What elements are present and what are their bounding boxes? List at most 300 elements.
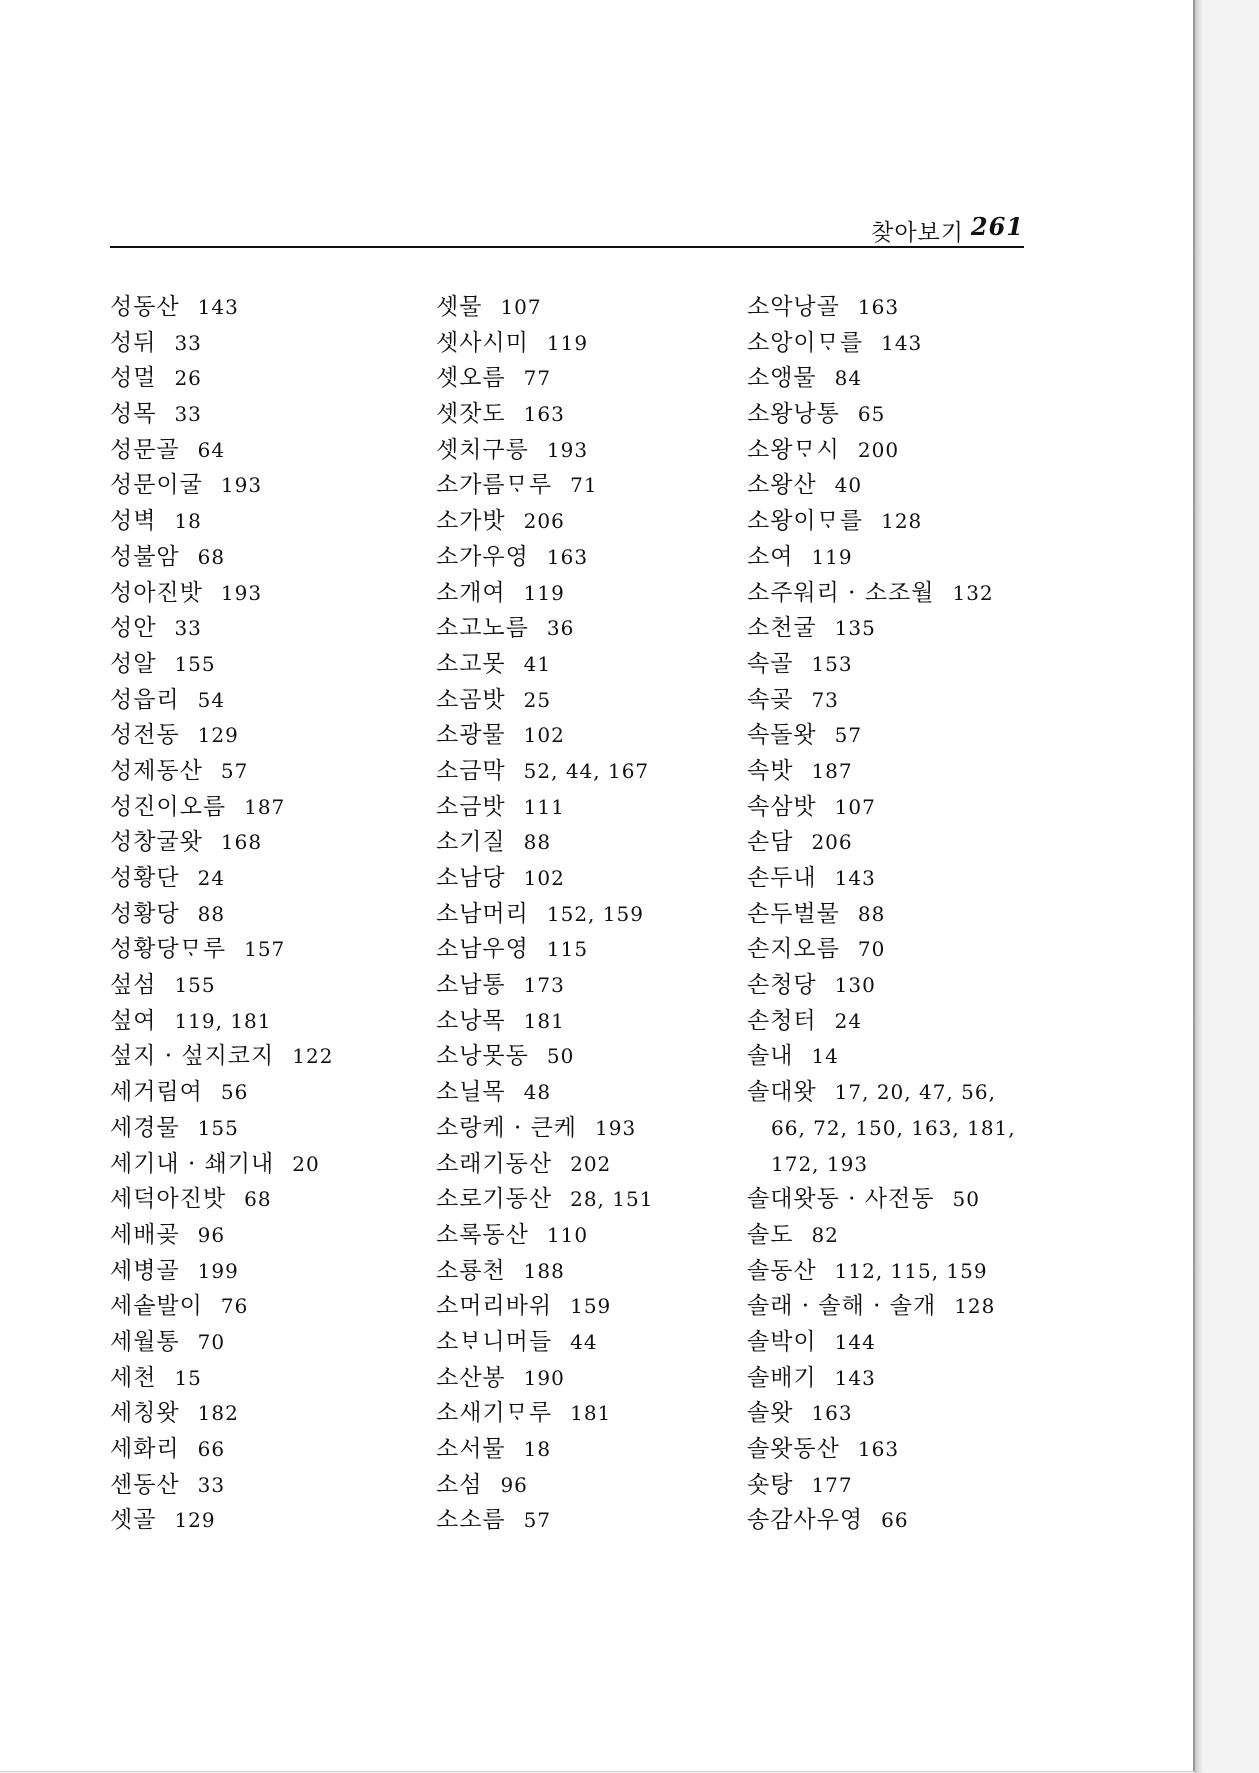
index-entry xyxy=(747,932,1016,968)
index-page-refs: 24 xyxy=(834,1008,863,1033)
index-page-refs: 163 xyxy=(857,295,900,319)
index-term: 소곰밧 xyxy=(436,686,506,713)
index-term: 소가름ᄆᆞ루 xyxy=(436,472,553,499)
index-entry xyxy=(747,504,1016,540)
index-term: 셋오름 xyxy=(436,365,506,392)
index-page-refs: 68 xyxy=(244,1187,272,1212)
index-term: 소왕낭통 xyxy=(747,401,840,428)
index-page-refs: 181 xyxy=(570,1401,612,1426)
index-entry xyxy=(110,1289,333,1325)
index-page-refs: 119, 181 xyxy=(174,1008,272,1033)
index-page-refs: 132 xyxy=(952,580,994,605)
index-term: 세경물 xyxy=(110,1114,180,1141)
index-entry xyxy=(110,1075,333,1111)
index-page-refs: 71 xyxy=(570,473,598,498)
index-entry xyxy=(436,611,653,647)
index-page-refs: 153 xyxy=(811,651,853,676)
index-term: 성목 xyxy=(110,401,157,428)
index-entry xyxy=(747,290,1016,326)
index-entry xyxy=(110,576,333,612)
index-entry xyxy=(747,718,1016,754)
index-page-refs: 88 xyxy=(857,901,886,926)
index-page-refs: 66 xyxy=(881,1508,909,1533)
index-entry xyxy=(747,397,1016,433)
index-entry xyxy=(110,968,333,1004)
index-term: 손청터 xyxy=(747,1007,817,1034)
index-page-refs: 96 xyxy=(197,1222,226,1247)
index-entry xyxy=(436,647,653,683)
index-entry xyxy=(110,1111,333,1147)
index-page-refs: 111 xyxy=(523,794,565,819)
index-entry xyxy=(436,326,653,362)
index-term: 성창굴왓 xyxy=(110,829,203,856)
index-entry xyxy=(436,968,653,1004)
index-entry xyxy=(436,825,653,861)
index-term: 소섬 xyxy=(436,1471,483,1498)
index-page-refs: 88 xyxy=(523,830,552,855)
index-page-refs: 17, 20, 47, 56, xyxy=(834,1080,996,1105)
index-page-refs: 202 xyxy=(570,1151,612,1176)
index-entry xyxy=(436,1468,653,1504)
index-page-refs: 107 xyxy=(834,794,876,819)
index-entry xyxy=(436,468,653,504)
index-page-refs: 135 xyxy=(834,616,876,641)
index-page-refs: 173 xyxy=(523,973,565,998)
index-entry xyxy=(436,754,653,790)
index-entry xyxy=(436,1182,653,1218)
index-term: 세기내 · 쇄기내 xyxy=(110,1150,275,1177)
index-page-refs: 143 xyxy=(834,1365,876,1390)
index-term: 솔도 xyxy=(747,1221,794,1248)
index-entry xyxy=(110,1039,333,1075)
index-entry xyxy=(436,1218,653,1254)
index-entry xyxy=(747,968,1016,1004)
index-term: 세병골 xyxy=(110,1257,180,1284)
index-entry xyxy=(436,1039,653,1075)
index-entry xyxy=(747,1111,1016,1147)
index-entry xyxy=(110,326,333,362)
index-entry xyxy=(747,468,1016,504)
index-entry xyxy=(110,397,333,433)
index-entry xyxy=(436,1432,653,1468)
index-page-refs: 188 xyxy=(523,1258,565,1283)
index-term: 소록동산 xyxy=(436,1221,529,1248)
index-entry xyxy=(747,1432,1016,1468)
index-term: 솔박이 xyxy=(747,1328,817,1355)
index-entry xyxy=(747,611,1016,647)
index-entry xyxy=(110,468,333,504)
index-term: 센동산 xyxy=(110,1471,180,1498)
index-term: 소가우영 xyxy=(436,543,529,570)
index-page-refs: 122 xyxy=(292,1044,334,1069)
index-page-refs: 163 xyxy=(523,402,565,427)
index-term: 소룡천 xyxy=(436,1257,506,1284)
index-entry xyxy=(747,326,1016,362)
index-term: 손청당 xyxy=(747,972,817,999)
index-term: 소앙이ᄆᆞ를 xyxy=(747,329,864,356)
index-term: 성벽 xyxy=(110,508,157,535)
index-page-refs: 143 xyxy=(881,330,923,355)
index-entry xyxy=(747,361,1016,397)
index-term: 성황단 xyxy=(110,865,180,891)
index-page-refs: 119 xyxy=(523,580,565,605)
index-page-refs: 15 xyxy=(174,1365,202,1390)
index-page-refs: 66, 72, 150, 163, 181, xyxy=(771,1115,1016,1140)
index-page-refs: 73 xyxy=(811,687,839,712)
index-entry xyxy=(747,790,1016,826)
index-entry xyxy=(747,1289,1016,1325)
index-term: 성아진밧 xyxy=(110,579,203,606)
index-page-refs: 182 xyxy=(197,1401,239,1426)
index-entry xyxy=(436,540,653,576)
index-page-refs: 199 xyxy=(197,1258,239,1283)
index-page-refs: 57 xyxy=(523,1508,552,1533)
index-entry xyxy=(436,576,653,612)
index-column-2 xyxy=(436,290,653,1539)
index-page-refs: 50 xyxy=(546,1044,575,1069)
index-page-refs: 163 xyxy=(811,1401,853,1426)
index-page-refs: 65 xyxy=(857,402,886,427)
index-entry xyxy=(436,1075,653,1111)
index-term: 셋물 xyxy=(436,294,483,320)
index-entry xyxy=(110,1254,333,1290)
index-term: 세천 xyxy=(110,1364,157,1391)
index-entry xyxy=(747,897,1016,933)
index-term: 성읍리 xyxy=(110,686,180,713)
index-page-refs: 82 xyxy=(811,1222,839,1247)
index-entry xyxy=(747,540,1016,576)
index-entry xyxy=(110,290,333,326)
index-page-refs: 68 xyxy=(197,544,226,569)
index-term: 소남당 xyxy=(436,865,506,891)
index-term: 소ᄇᆞ니머들 xyxy=(436,1328,553,1355)
index-page-refs: 168 xyxy=(220,830,263,855)
index-term: 성문골 xyxy=(110,436,180,463)
index-term: 성문이굴 xyxy=(110,472,203,499)
index-term: 세배곶 xyxy=(110,1221,180,1248)
index-page-refs: 50 xyxy=(952,1187,980,1212)
index-entry xyxy=(110,1147,333,1183)
index-page-refs: 41 xyxy=(523,651,552,676)
index-column-3 xyxy=(747,290,1016,1539)
index-term: 속골 xyxy=(747,650,794,677)
index-entry xyxy=(747,1468,1016,1504)
section-title: 찾아보기 xyxy=(871,220,964,246)
index-page-refs: 40 xyxy=(834,473,863,498)
index-entry xyxy=(110,754,333,790)
index-page-refs: 119 xyxy=(811,544,853,569)
index-term: 속밧 xyxy=(747,757,794,784)
index-entry xyxy=(747,754,1016,790)
index-page-refs: 143 xyxy=(834,866,876,890)
index-entry xyxy=(436,1254,653,1290)
index-term: 소래기동산 xyxy=(436,1150,553,1177)
index-entry xyxy=(110,1503,333,1539)
index-entry xyxy=(110,1182,333,1218)
index-term: 소낭못동 xyxy=(436,1043,529,1070)
index-page-refs: 119 xyxy=(546,330,589,355)
index-page-refs: 36 xyxy=(546,616,575,641)
index-term: 성동산 xyxy=(110,294,180,320)
index-entry xyxy=(110,1325,333,1361)
index-page-refs: 193 xyxy=(220,473,263,498)
index-term: 속곶 xyxy=(747,686,794,713)
index-entry xyxy=(436,897,653,933)
index-page-refs: 44 xyxy=(570,1329,598,1354)
index-entry xyxy=(747,1039,1016,1075)
running-head xyxy=(110,212,1024,244)
index-entry xyxy=(436,504,653,540)
index-entry xyxy=(747,1396,1016,1432)
index-entry xyxy=(747,825,1016,861)
index-entry xyxy=(747,1147,1016,1183)
index-page-refs: 115 xyxy=(546,937,589,962)
index-term: 손지오름 xyxy=(747,936,840,963)
index-term: 섶섬 xyxy=(110,972,157,999)
index-entry xyxy=(747,576,1016,612)
index-entry xyxy=(110,932,333,968)
index-term: 성알 xyxy=(110,650,157,677)
index-term: 셋치구릉 xyxy=(436,436,529,463)
index-term: 소남머리 xyxy=(436,900,529,927)
index-term: 송감사우영 xyxy=(747,1507,864,1534)
index-entry xyxy=(436,1147,653,1183)
index-term: 솔대왓동 · 사전동 xyxy=(747,1186,935,1213)
index-term: 셋잣도 xyxy=(436,401,506,428)
index-term: 소금밧 xyxy=(436,793,506,820)
index-page-refs: 33 xyxy=(197,1472,226,1497)
index-entry xyxy=(747,861,1016,897)
index-term: 세월통 xyxy=(110,1328,180,1355)
index-term: 소랑케 · 큰케 xyxy=(436,1114,578,1141)
index-entry xyxy=(747,433,1016,469)
index-entry xyxy=(747,1075,1016,1111)
index-page-refs: 143 xyxy=(197,295,239,319)
index-page-refs: 28, 151 xyxy=(570,1187,654,1212)
index-page-refs: 187 xyxy=(811,758,853,783)
index-term: 성안 xyxy=(110,615,157,642)
index-entry xyxy=(436,932,653,968)
index-page-refs: 77 xyxy=(523,366,552,391)
index-term: 손두내 xyxy=(747,865,817,891)
index-page-refs: 193 xyxy=(595,1115,637,1140)
index-entry xyxy=(747,1218,1016,1254)
index-entry xyxy=(110,790,333,826)
index-term: 솔동산 xyxy=(747,1257,817,1284)
index-entry xyxy=(110,647,333,683)
index-entry xyxy=(110,361,333,397)
index-page-refs: 110 xyxy=(546,1222,589,1247)
index-entry xyxy=(110,1432,333,1468)
index-page-refs: 88 xyxy=(197,901,226,926)
index-page-refs: 152, 159 xyxy=(546,901,644,926)
index-term: 세솥발이 xyxy=(110,1293,203,1320)
index-entry xyxy=(436,1111,653,1147)
index-term: 섶여 xyxy=(110,1007,157,1034)
index-page-refs: 206 xyxy=(811,830,853,855)
index-term: 솔대왓 xyxy=(747,1079,817,1106)
index-page-refs: 26 xyxy=(174,366,202,391)
index-term: 소금막 xyxy=(436,757,506,784)
index-entry xyxy=(436,1325,653,1361)
index-entry xyxy=(747,1361,1016,1397)
index-term: 숏탕 xyxy=(747,1471,794,1498)
index-page-refs: 129 xyxy=(174,1508,216,1533)
index-term: 소광물 xyxy=(436,722,506,749)
index-term: 소기질 xyxy=(436,829,506,856)
index-page-refs: 155 xyxy=(174,973,216,998)
index-entry xyxy=(110,1004,333,1040)
index-term: 소로기동산 xyxy=(436,1186,553,1213)
index-page-refs: 163 xyxy=(857,1437,900,1461)
index-page-refs: 96 xyxy=(500,1472,528,1497)
index-term: 소가밧 xyxy=(436,508,506,535)
index-page-refs: 33 xyxy=(174,330,202,355)
index-page-refs: 130 xyxy=(834,973,876,998)
index-entry xyxy=(110,683,333,719)
index-term: 소서물 xyxy=(436,1436,506,1462)
index-term: 소왕산 xyxy=(747,472,817,499)
index-page-refs: 206 xyxy=(523,509,565,534)
index-term: 세칭왓 xyxy=(110,1400,180,1427)
index-term: 성황당 xyxy=(110,900,180,927)
index-page-refs: 193 xyxy=(220,580,263,605)
index-page-refs: 24 xyxy=(197,866,226,890)
index-entry xyxy=(436,790,653,826)
index-term: 소산봉 xyxy=(436,1364,506,1391)
index-entry xyxy=(436,1004,653,1040)
index-page-refs: 20 xyxy=(292,1151,320,1176)
index-page-refs: 66 xyxy=(197,1437,226,1461)
index-term: 솔왓동산 xyxy=(747,1436,840,1462)
index-page-refs: 107 xyxy=(500,295,542,319)
index-entry xyxy=(110,718,333,754)
index-term: 성제동산 xyxy=(110,757,203,784)
index-entry xyxy=(110,861,333,897)
index-page-refs: 200 xyxy=(857,437,900,462)
index-entry xyxy=(436,718,653,754)
index-page-refs: 18 xyxy=(523,1437,552,1461)
index-entry xyxy=(436,1289,653,1325)
index-term: 성황당ᄆᆞ루 xyxy=(110,936,227,963)
index-page-refs: 144 xyxy=(834,1329,876,1354)
index-page-refs: 76 xyxy=(220,1294,249,1319)
index-term: 소낭목 xyxy=(436,1007,506,1034)
index-page-refs: 181 xyxy=(523,1008,565,1033)
page-number: 261 xyxy=(970,212,1024,241)
index-term: 솔배기 xyxy=(747,1364,817,1391)
index-page-refs: 102 xyxy=(523,866,565,890)
index-term: 솔왓 xyxy=(747,1400,794,1427)
index-term: 세화리 xyxy=(110,1436,180,1462)
index-entry xyxy=(747,683,1016,719)
index-term: 소새기ᄆᆞ루 xyxy=(436,1400,553,1427)
index-page-refs: 25 xyxy=(523,687,552,712)
header-rule xyxy=(110,246,1024,248)
index-entry xyxy=(436,1396,653,1432)
index-entry xyxy=(436,433,653,469)
index-term: 소개여 xyxy=(436,579,506,606)
index-term: 소왕이ᄆᆞ를 xyxy=(747,508,864,535)
index-term: 셋골 xyxy=(110,1507,157,1534)
index-entry xyxy=(110,825,333,861)
index-term: 소남통 xyxy=(436,972,506,999)
index-term: 솔내 xyxy=(747,1043,794,1070)
index-term: 소왕ᄆᆞ시 xyxy=(747,436,840,463)
index-page-refs: 129 xyxy=(197,723,239,748)
index-entry xyxy=(110,433,333,469)
index-entry xyxy=(747,1503,1016,1539)
index-term: 성멀 xyxy=(110,365,157,392)
page-edge-shadow xyxy=(1195,0,1203,1773)
index-page-refs: 177 xyxy=(811,1472,853,1497)
index-page-refs: 84 xyxy=(834,366,863,391)
index-entry xyxy=(436,397,653,433)
index-entry xyxy=(110,540,333,576)
index-page-refs: 54 xyxy=(197,687,226,712)
index-page-refs: 64 xyxy=(197,437,226,462)
index-term: 섶지 · 섶지코지 xyxy=(110,1043,275,1070)
index-page-refs: 163 xyxy=(546,544,589,569)
index-entry xyxy=(110,611,333,647)
index-term: 속삼밧 xyxy=(747,793,817,820)
index-page-refs: 128 xyxy=(881,509,923,534)
index-entry xyxy=(110,1468,333,1504)
index-entry xyxy=(110,1361,333,1397)
index-term: 소고노름 xyxy=(436,615,529,642)
index-page-refs: 56 xyxy=(220,1080,249,1105)
index-term: 성불암 xyxy=(110,543,180,570)
index-page-refs: 102 xyxy=(523,723,565,748)
index-entry xyxy=(747,1182,1016,1218)
index-term: 손두벌물 xyxy=(747,900,840,927)
index-page-refs: 70 xyxy=(857,937,886,962)
index-page-refs: 193 xyxy=(546,437,589,462)
index-entry xyxy=(436,861,653,897)
index-term: 소머리바위 xyxy=(436,1293,553,1320)
index-page-refs: 52, 44, 167 xyxy=(523,758,650,783)
index-entry xyxy=(110,1218,333,1254)
index-entry xyxy=(110,504,333,540)
index-page-refs: 155 xyxy=(197,1115,239,1140)
index-page-refs: 18 xyxy=(174,509,202,534)
index-page-refs: 33 xyxy=(174,402,202,427)
index-page-refs: 33 xyxy=(174,616,202,641)
index-entry xyxy=(110,897,333,933)
index-term: 소고못 xyxy=(436,650,506,677)
index-entry xyxy=(747,1325,1016,1361)
index-term: 소여 xyxy=(747,543,794,570)
index-page-refs: 172, 193 xyxy=(771,1151,869,1176)
index-page-refs: 70 xyxy=(197,1329,226,1354)
index-term: 손담 xyxy=(747,829,794,856)
index-entry xyxy=(436,361,653,397)
index-page-refs: 190 xyxy=(523,1365,565,1390)
index-entry xyxy=(436,683,653,719)
index-term: 성진이오름 xyxy=(110,793,227,820)
index-term: 소주워리 · 소조월 xyxy=(747,579,935,606)
index-term: 소앵물 xyxy=(747,365,817,392)
index-term: 소소름 xyxy=(436,1507,506,1534)
index-page-refs: 112, 115, 159 xyxy=(834,1258,988,1283)
index-term: 세거림여 xyxy=(110,1079,203,1106)
index-term: 세덕아진밧 xyxy=(110,1186,227,1213)
index-entry xyxy=(747,1254,1016,1290)
index-entry xyxy=(747,647,1016,683)
index-term: 셋사시미 xyxy=(436,329,529,356)
index-entry xyxy=(436,1361,653,1397)
index-term: 소악낭골 xyxy=(747,294,840,320)
